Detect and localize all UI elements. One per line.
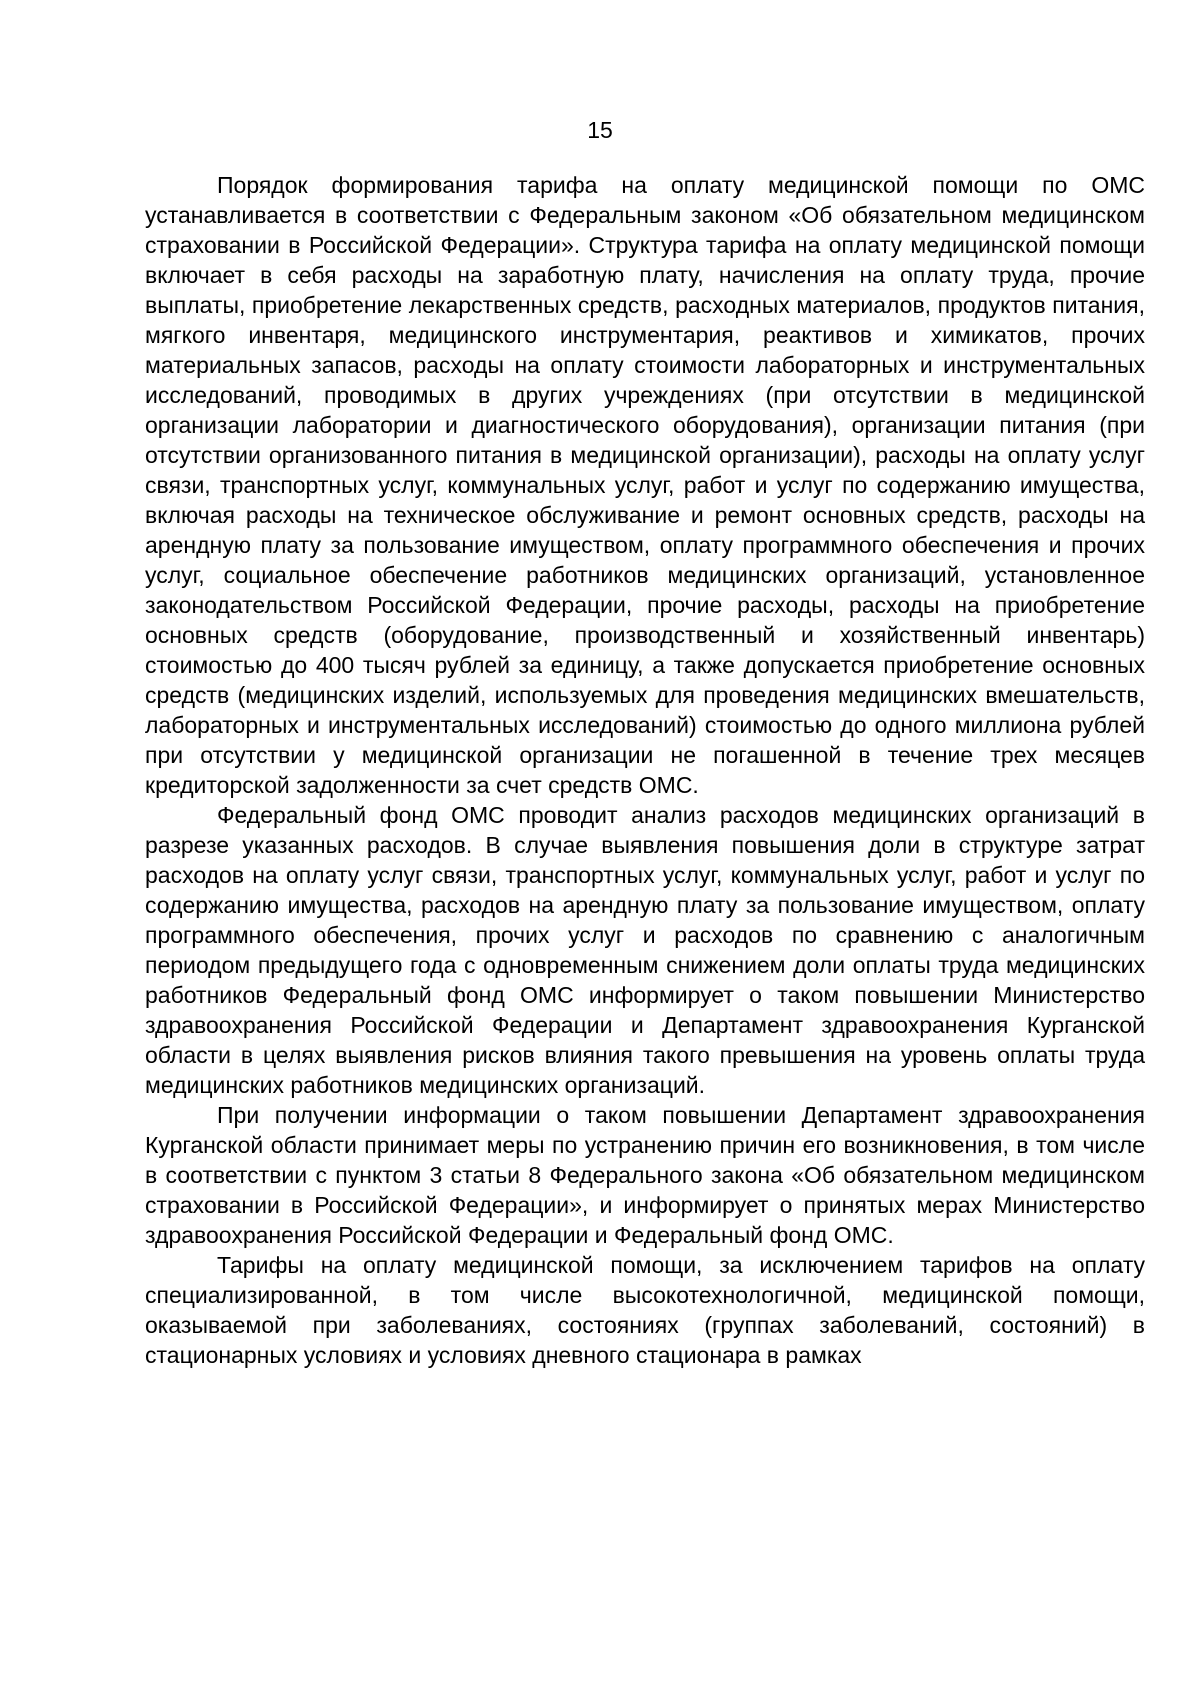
- paragraph-ffoms-analysis: Федеральный фонд ОМС проводит анализ расходов медицинских организаций в разрезе указанных расходов. В случае выявления повышения доли в структуре затрат расходов на оплату услуг связи, транспортных услуг, коммунальных услуг, работ и услуг по содержанию имущества, расходов на арендную плату за пользование имуществом, оплату программного обеспечения, прочих услуг и расходов по сравнению с аналогичным периодом предыдущего года с одновременным снижением доли оплаты труда медицинских работников Федеральный фонд ОМС информирует о таком повышении Министерство здравоохранения Российской Федерации и Департамент здравоохранения Курганской области в целях выявления рисков влияния такого превышения на уровень оплаты труда медицинских работников медицинских организаций.: [145, 802, 1145, 1098]
- paragraph-tariffs-continuation: Тарифы на оплату медицинской помощи, за исключением тарифов на оплату специализированной, в том числе высокотехнологичной, медицинской помощи, оказываемой при заболеваниях, состояниях (группах заболеваний, состояний) в стационарных условиях и условиях дневного стационара в рамках: [145, 1252, 1145, 1368]
- page-number: 15: [587, 117, 613, 143]
- paragraph-department-measures: При получении информации о таком повышении Департамент здравоохранения Курганской области принимает меры по устранению причин его возникновения, в том числе в соответствии с пунктом 3 статьи 8 Федерального закона «Об обязательном медицинском страховании в Российской Федерации», и информирует о принятых мерах Министерство здравоохранения Российской Федерации и Федеральный фонд ОМС.: [145, 1102, 1145, 1248]
- document-body: [145, 170, 1145, 1370]
- paragraph-tariff-structure: Порядок формирования тарифа на оплату медицинской помощи по ОМС устанавливается в соответствии с Федеральным законом «Об обязательном медицинском страховании в Российской Федерации». Структура тарифа на оплату медицинской помощи включает в себя расходы на заработную плату, начисления на оплату труда, прочие выплаты, приобретение лекарственных средств, расходных материалов, продуктов питания, мягкого инвентаря, медицинского инструментария, реактивов и химикатов, прочих материальных запасов, расходы на оплату стоимости лабораторных и инструментальных исследований, проводимых в других учреждениях (при отсутствии в медицинской организации лаборатории и диагностического оборудования), организации питания (при отсутствии организованного питания в медицинской организации), расходы на оплату услуг связи, транспортных услуг, коммунальных услуг, работ и услуг по содержанию имущества, включая расходы на техническое обслуживание и ремонт основных средств, расходы на арендную плату за пользование имуществом, оплату программного обеспечения и прочих услуг, социальное обеспечение работников медицинских организаций, установленное законодательством Российской Федерации, прочие расходы, расходы на приобретение основных средств (оборудование, производственный и хозяйственный инвентарь) стоимостью до 400 тысяч рублей за единицу, а также допускается приобретение основных средств (медицинских изделий, используемых для проведения медицинских вмешательств, лабораторных и инструментальных исследований) стоимостью до одного миллиона рублей при отсутствии у медицинской организации не погашенной в течение трех месяцев кредиторской задолженности за счет средств ОМС.: [145, 172, 1145, 798]
